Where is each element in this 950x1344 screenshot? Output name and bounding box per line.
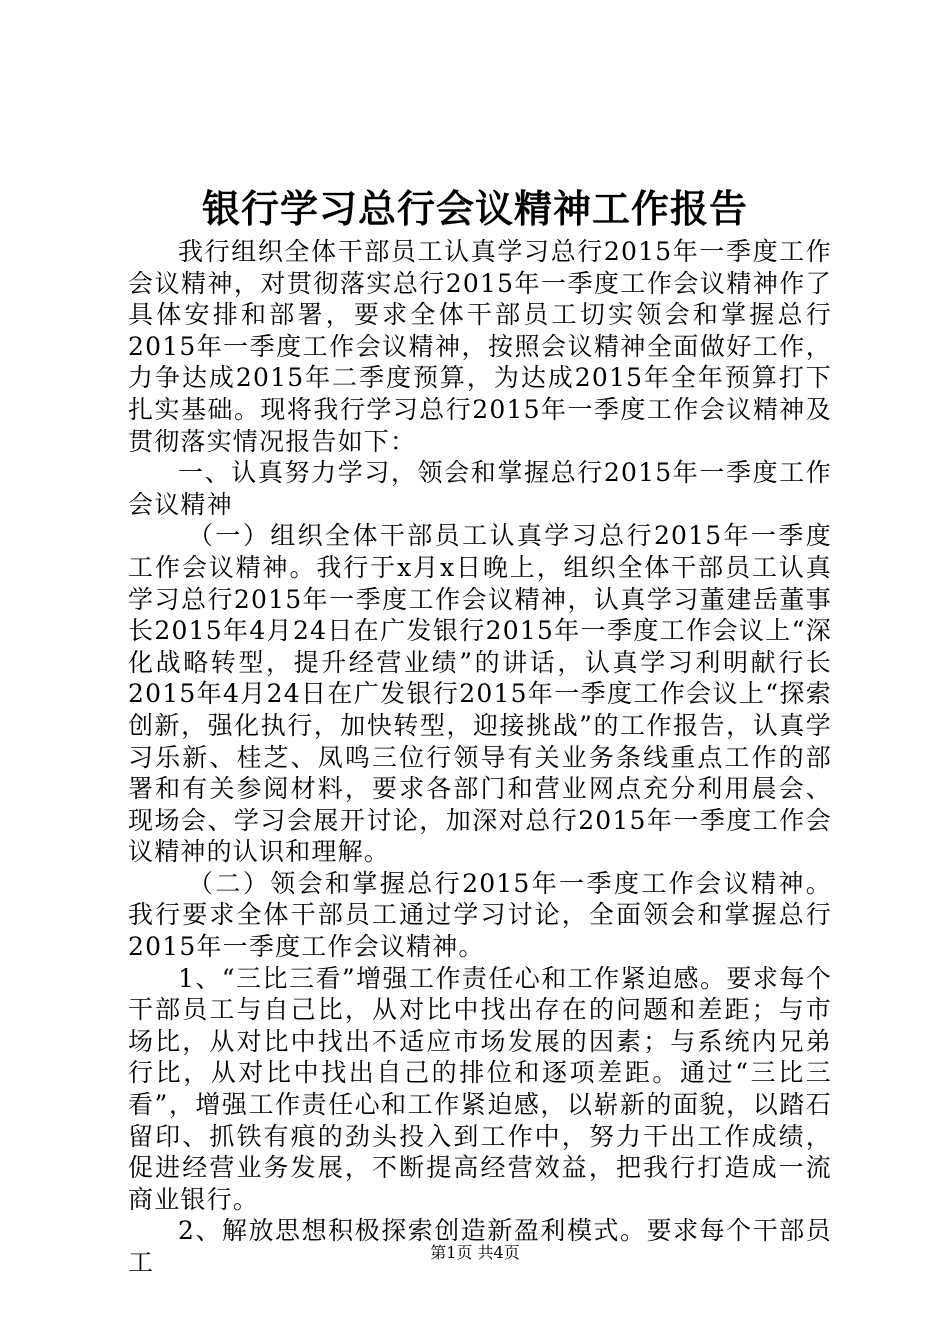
document-body (128, 236, 832, 1279)
item-paragraph-1: 1、“三比三看”增强工作责任心和工作紧迫感。要求每个干部员工与自己比，从对比中找出存在的问题和差距；与市场比，从对比中找出不适应市场发展的因素；与系统内兄弟行比，从对比中找出自己的排位和逐项差距。通过“三比三看”，增强工作责任心和工作紧迫感，以崭新的面貌，以踏石留印、抓铁有痕的劲头投入到工作中，努力干出工作成绩，促进经营业务发展，不断提高经营效益，把我行打造成一流商业银行。 (128, 963, 832, 1214)
section-heading-1: 一、认真努力学习，领会和掌握总行2015年一季度工作会议精神 (128, 458, 832, 519)
item-paragraph-2: 2、解放思想积极探索创造新盈利模式。要求每个干部员工 (128, 1216, 832, 1277)
subsection-paragraph-1: （一）组织全体干部员工认真学习总行2015年一季度工作会议精神。我行于x月x日晚上，组织全体干部员工认真学习总行2015年一季度工作会议精神，认真学习董建岳董事长2015年4月24日在广发银行2015年一季度工作会议上“深化战略转型，提升经营业绩”的讲话，认真学习利明献行长2015年4月24日在广发银行2015年一季度工作会议上“探索创新，强化执行，加快转型，迎接挑战”的工作报告，认真学习乐新、桂芝、凤鸣三位行领导有关业务条线重点工作的部署和有关参阅材料，要求各部门和营业网点充分利用晨会、现场会、学习会展开讨论，加深对总行2015年一季度工作会议精神的认识和理解。 (128, 521, 832, 867)
subsection-paragraph-2: （二）领会和掌握总行2015年一季度工作会议精神。我行要求全体干部员工通过学习讨论，全面领会和掌握总行2015年一季度工作会议精神。 (128, 868, 832, 962)
document-title: 银行学习总行会议精神工作报告 (201, 186, 748, 231)
intro-paragraph: 我行组织全体干部员工认真学习总行2015年一季度工作会议精神，对贯彻落实总行2015年一季度工作会议精神作了具体安排和部署，要求全体干部员工切实领会和掌握总行2015年一季度工作会议精神，按照会议精神全面做好工作，力争达成2015年二季度预算，为达成2015年全年预算打下扎实基础。现将我行学习总行2015年一季度工作会议精神及贯彻落实情况报告如下： (128, 237, 832, 456)
page-footer: 第1页 共4页 (430, 1243, 520, 1262)
